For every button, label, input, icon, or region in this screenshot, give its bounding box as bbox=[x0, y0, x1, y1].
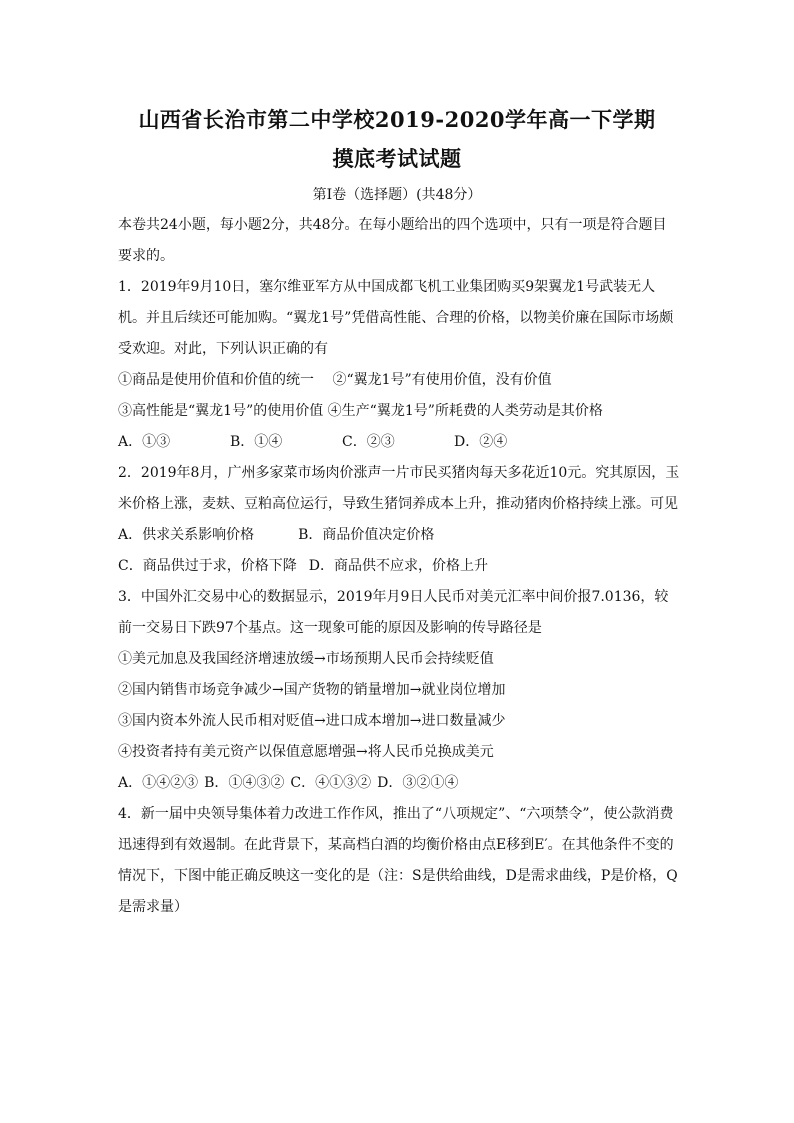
option-b: B．①④③② bbox=[204, 775, 285, 791]
option-a: A．①④②③ bbox=[118, 775, 199, 791]
option-c: C．②③ bbox=[342, 434, 395, 450]
question-1-statement: ③高性能是“翼龙1号”的使用价值 ④生产“翼龙1号”所耗费的人类劳动是其价格 bbox=[118, 403, 603, 419]
question-1-statement: ①商品是使用价值和价值的统一 ②“翼龙1号”有使用价值，没有价值 bbox=[118, 372, 552, 388]
option-d: D．②④ bbox=[454, 434, 508, 450]
question-2-stem: 2．2019年8月，广州多家菜市场肉价涨声一片市民买猪肉每天多花近10元。究其原因，玉米价格上涨，麦麸、豆粕高位运行，导致生猪饲养成本上升，推动猪肉价格持续上涨。可见 bbox=[118, 465, 680, 512]
option-a: A．①③ bbox=[118, 434, 171, 450]
option-b: B．商品价值决定价格 bbox=[298, 527, 435, 543]
question-3-options bbox=[118, 768, 680, 799]
question-3-statement: ③国内资本外流人民币相对贬值→进口成本增加→进口数量减少 bbox=[118, 713, 506, 729]
title-line-1: 山西省长治市第二中学校2019-2020学年高一下学期 bbox=[138, 107, 656, 132]
option-b: B．①④ bbox=[230, 434, 283, 450]
question-1-options bbox=[118, 427, 680, 458]
section-heading: 第Ⅰ卷（选择题）(共48分） bbox=[312, 187, 482, 203]
content bbox=[118, 210, 680, 923]
option-a: A．供求关系影响价格 bbox=[118, 527, 255, 543]
option-c: C．④①③② bbox=[290, 775, 372, 791]
option-c: C．商品供过于求，价格下降 bbox=[118, 558, 297, 574]
option-d: D．③②①④ bbox=[377, 775, 459, 791]
question-3-statement: ②国内销售市场竞争减少→国产货物的销量增加→就业岗位增加 bbox=[118, 682, 506, 698]
question-3-statement: ④投资者持有美元资产以保值意愿增强→将人民币兑换成美元 bbox=[118, 744, 494, 760]
option-d: D．商品供不应求，价格上升 bbox=[308, 558, 488, 574]
intro-text: 本卷共24小题，每小题2分，共48分。在每小题给出的四个选项中，只有一项是符合题目要求的。 bbox=[118, 217, 667, 264]
question-2-options-row-2 bbox=[118, 551, 680, 582]
question-3-stem: 3．中国外汇交易中心的数据显示，2019年月9日人民币对美元汇率中间价报7.0136，较前一交易日下跌97个基点。这一现象可能的原因及影响的传导路径是 bbox=[118, 589, 669, 636]
question-2-options-row-1 bbox=[118, 520, 680, 551]
question-4-stem: 4．新一届中央领导集体着力改进工作作风，推出了“八项规定”、“六项禁令”，使公款消费迅速得到有效遏制。在此背景下，某高档白酒的均衡价格由点E移到E′。在其他条件不变的情况下，下图中能正确反映这一变化的是（注：S是供给曲线，D是需求曲线，P是价格，Q是需求量） bbox=[118, 806, 678, 915]
question-3-statement: ①美元加息及我国经济增速放缓→市场预期人民币会持续贬值 bbox=[118, 651, 494, 667]
title-line-2: 摸底考试试题 bbox=[332, 146, 462, 171]
question-1-stem: 1．2019年9月10日，塞尔维亚军方从中国成都飞机工业集团购买9架翼龙1号武装无人机。并且后续还可能加购。“翼龙1号”凭借高性能、合理的价格，以物美价廉在国际市场颇受欢迎。对此，下列认识正确的有 bbox=[118, 279, 674, 357]
